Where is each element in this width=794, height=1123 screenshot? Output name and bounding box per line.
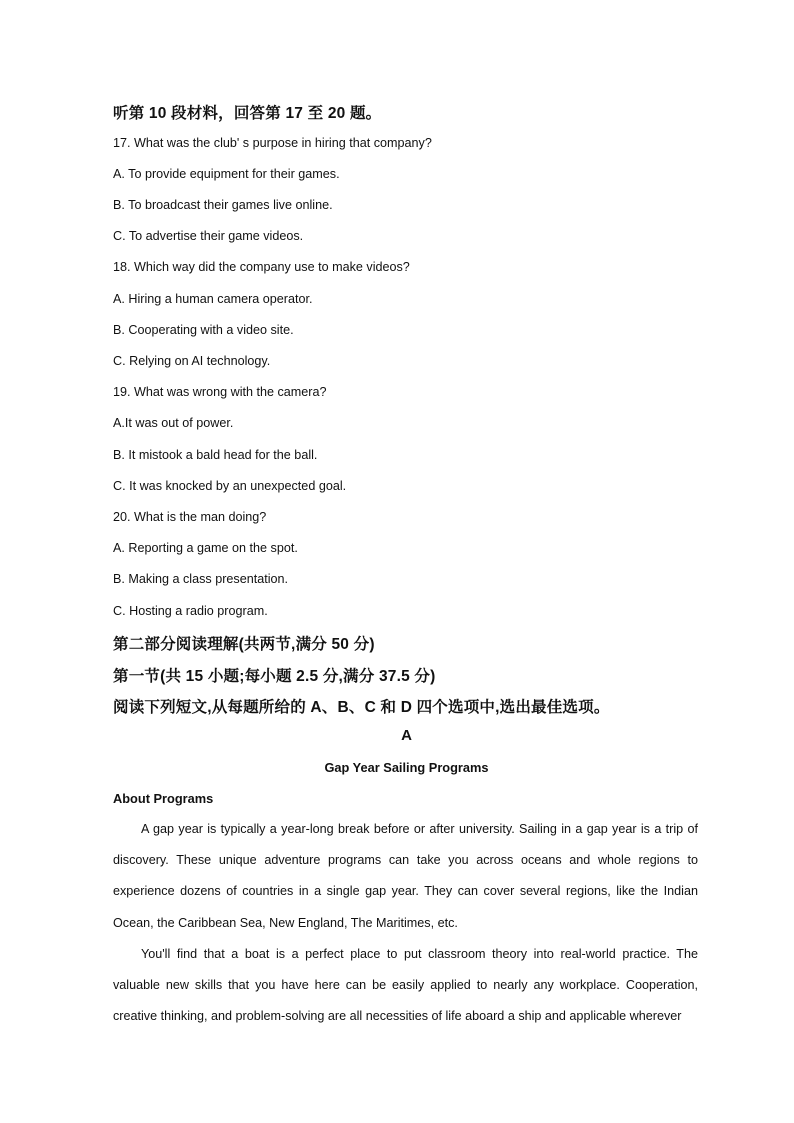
paragraph: A gap year is typically a year-long break before or after university. Sailing in a gap year is a trip of discovery. These unique adventure programs can take you across oceans and whole regions to experience dozens of countries in a single gap year. They can cover several regions, like the Indian Ocean, the Caribbean Sea, New England, The Maritimes, etc. — [113, 822, 698, 930]
option: B. It mistook a bald head for the ball. — [113, 448, 318, 462]
passage-body — [113, 814, 698, 1032]
option: B. Making a class presentation. — [113, 572, 289, 586]
option: A. Hiring a human camera operator. — [113, 292, 313, 306]
question-stem: 17. What was the club' s purpose in hiring that company? — [113, 136, 432, 150]
question-stem: 19. What was wrong with the camera? — [113, 385, 327, 399]
option: C. Relying on AI technology. — [113, 354, 271, 368]
option: C. It was knocked by an unexpected goal. — [113, 479, 347, 493]
option: A. To provide equipment for their games. — [113, 167, 340, 181]
question-stem: 20. What is the man doing? — [113, 510, 267, 524]
passage-title: Gap Year Sailing Programs — [324, 760, 489, 775]
option: B. To broadcast their games live online. — [113, 198, 333, 212]
section-one-title: 第一节(共 15 小题;每小题 2.5 分,满分 37.5 分) — [113, 668, 436, 685]
option: B. Cooperating with a video site. — [113, 323, 294, 337]
part-two-title: 第二部分阅读理解(共两节,满分 50 分) — [113, 636, 375, 653]
paragraph: You'll find that a boat is a perfect place to put classroom theory into real-world practice. The valuable new skills that you have here can be easily applied to nearly any workplace. Cooperation, creative thinking, and problem-solving are all necessities of life aboard a ship and applicable wherever — [113, 946, 698, 1024]
option: A. Reporting a game on the spot. — [113, 541, 298, 555]
option: A.It was out of power. — [113, 416, 234, 430]
question-stem: 18. Which way did the company use to make videos? — [113, 260, 410, 274]
passage-subheading: About Programs — [113, 791, 214, 806]
option: C. To advertise their game videos. — [113, 229, 304, 243]
passage-letter: A — [401, 727, 412, 744]
reading-instruction: 阅读下列短文,从每题所给的 A、B、C 和 D 四个选项中,选出最佳选项。 — [113, 699, 610, 716]
section-heading: 听第 10 段材料，回答第 17 至 20 题。 — [113, 105, 382, 122]
option: C. Hosting a radio program. — [113, 604, 268, 618]
